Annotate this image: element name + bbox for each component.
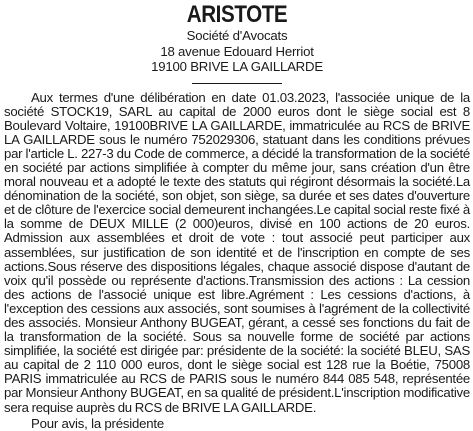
signature-line: Pour avis, la présidente bbox=[31, 415, 165, 431]
notice-body: Aux termes d'une délibération en date 01.03.2023, l'associée unique de la société STOCK19, SARL au capital de 2000 euros dont le siège social est 8 Boulevard Voltaire, 19100BRIVE LA GAILLARDE, immatriculée au RCS de BRIVE LA GAILLARDE sous le numéro 752029306, statuant dans les conditions prévues par l'article L. 227-3 du Code de commerce, a décidé la transformation de la société en société par actions simplifiée à compter du même jour, sans création d'un être moral nouveau et a adopté le texte des statuts qui régiront désormais la société.La dénomination de la société, son objet, son siège, sa durée et ses dates d'ouverture et de clôture de l'exercice social demeurent inchangées.Le capital social reste fixé à la somme de DEUX MILLE (2 000)euros, divisé en 100 actions de 20 euros. Admission aux assemblées et droit de vote : tout associé peut participer aux assemblées, sur justification de son identité et de l'inscription en compte de ses actions.Sous réserve des dispositions légales, chaque associé dispose d'autant de voix qu'il possède ou représente d'actions.Transmission des actions : La cession des actions de l'associé unique est libre.Agrément : Les cessions d'actions, à l'exception des cessions aux associés, sont soumises à l'agrément de la collectivité des associés. Monsieur Anthony BUGEAT, gérant, a cessé ses fonctions du fait de la transformation de la société. Sous sa nouvelle forme de société par actions simplifiée, la société est dirigée par: présidente de la société: la société BLEU, SAS au capital de 2 110 000 euros, dont le siège social est 128 rue la Boétie, 75008 PARIS immatriculée au RCS de PARIS sous le numéro 844 085 548, représentée par Monsieur Anthony BUGEAT, en sa qualité de président.L'inscription modificative sera requise auprès du RCS de BRIVE LA GAILLARDE. bbox=[4, 89, 470, 415]
company-name: ARISTOTE bbox=[186, 1, 288, 28]
address-line-1: 18 avenue Edouard Herriot bbox=[160, 43, 314, 59]
address-line-2: 19100 BRIVE LA GAILLARDE bbox=[151, 59, 323, 74]
firm-type: Société d'Avocats bbox=[186, 28, 288, 43]
divider bbox=[192, 83, 282, 84]
